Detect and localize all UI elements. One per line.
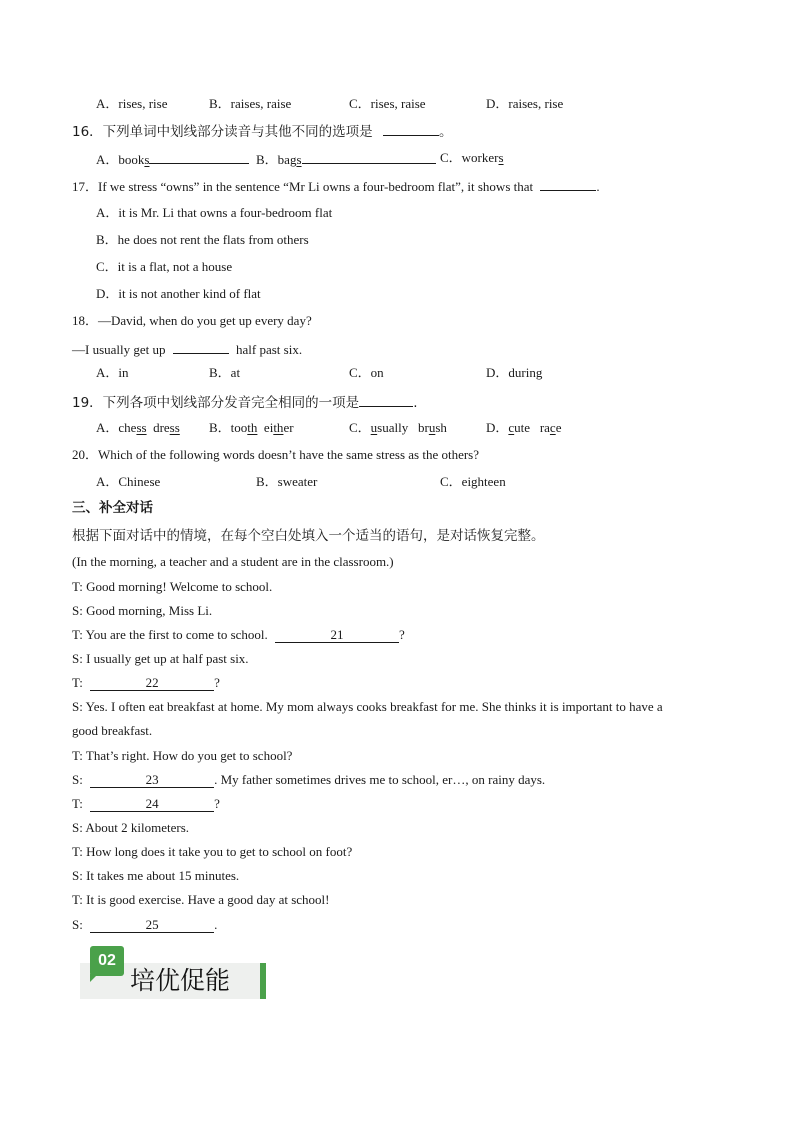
q19-option-a[interactable] [96,420,180,436]
q15-option-c[interactable]: C．rises, raise [349,96,426,111]
q19-d-word1-rest: ute [514,420,531,435]
blank-23[interactable]: 23 [90,773,214,788]
dialogue-punct: ? [399,627,405,642]
q19-answer-blank[interactable] [359,393,413,407]
q18-line2 [72,340,302,358]
q19-b-word2: ei [263,420,274,435]
q19-a-word1-underlined: ss [136,420,147,435]
banner-number-badge: 02 [90,946,124,976]
section-title: 三、补全对话 [72,500,153,516]
q16-c-text: C．worker [440,150,499,165]
section-instruction: 根据下面对话中的情境，在每个空白处填入一个适当的语句，是对话恢复完整。 [72,528,545,544]
q15-option-d[interactable]: D．raises, rise [486,96,564,111]
q19-d-word1-underlined: c [508,420,515,435]
q19-stem-text: 19．下列各项中划线部分发音完全相同的一项是 [72,395,360,411]
q19-a-word2-underlined: ss [169,420,180,435]
q18-stem: 18．—David, when do you get up every day? [72,313,312,328]
q18-line2-pre: —I usually get up [72,342,166,357]
q19-b-word2-rest: er [283,420,294,435]
q19-d-word2: ra [539,420,550,435]
q17-option-b[interactable]: B．he does not rent the flats from others [96,232,309,247]
q19-option-d[interactable] [486,420,561,436]
q20-option-a[interactable]: A．Chinese [96,474,161,489]
q20-option-b[interactable]: B．sweater [256,474,318,489]
q18-option-b[interactable]: B．at [209,365,241,380]
dialogue-speaker: S: [72,917,83,932]
q19-a-word1: A．che [96,420,137,435]
q19-b-word1-underlined: th [247,420,258,435]
q17-option-c[interactable]: C．it is a flat, not a house [96,259,233,274]
blank-22[interactable]: 22 [90,676,214,691]
dialogue-punct: ? [214,675,220,690]
q19-d-word2-underlined: c [549,420,556,435]
dialogue-line: S: Yes. I often eat breakfast at home. My mom always cooks breakfast for me. She thinks it is important to have a [72,699,663,714]
q18-line2-post: half past six. [236,342,303,357]
q18-option-a[interactable]: A．in [96,365,129,380]
q17-option-d[interactable]: D．it is not another kind of flat [96,286,261,301]
q15-option-b[interactable]: B．raises, raise [209,96,292,111]
q17-answer-blank[interactable] [540,177,596,191]
q19-c-word1-underlined: u [370,420,378,435]
dialogue-line [72,772,545,788]
dialogue-speaker: T: [72,675,83,690]
q16-a-underlined: s [144,152,150,167]
q19-c-word2-rest: sh [435,420,447,435]
q19-a-word2: dre [153,420,170,435]
q16-b-underlined: s [296,152,302,167]
dialogue-line [72,627,405,643]
q16-b-text: B．bag [256,152,297,167]
q18-answer-blank[interactable] [173,340,229,354]
q19-b-word1: B．too [209,420,248,435]
q19-c-label: C． [349,420,371,435]
q19-option-b[interactable] [209,420,294,436]
q17-stem [72,177,600,195]
q16-option-a[interactable] [96,150,249,168]
dialogue-context: (In the morning, a teacher and a student are in the classroom.) [72,554,394,569]
dialogue-line [72,796,220,812]
dialogue-text: . My father sometimes drives me to school, er…, on rainy days. [214,772,546,787]
dialogue-line [72,675,220,691]
dialogue-punct: ? [214,796,220,811]
banner-title: 培优促能 [130,966,231,995]
banner-accent-bar [260,963,266,999]
dialogue-line: S: I usually get up at half past six. [72,651,249,666]
dialogue-line [72,917,217,933]
dialogue-line: T: Good morning! Welcome to school. [72,579,273,594]
q17-option-a[interactable]: A．it is Mr. Li that owns a four-bedroom flat [96,205,333,220]
q17-stem-text: 17．If we stress “owns” in the sentence “Mr Li owns a four-bedroom flat”, it shows that [72,179,534,194]
q19-c-word2-underlined: u [428,420,436,435]
q18-option-c[interactable]: C．on [349,365,384,380]
q19-d-word2-rest: e [555,420,562,435]
dialogue-line: T: How long does it take you to get to school on foot? [72,844,353,859]
section-banner [80,946,266,999]
blank-25[interactable]: 25 [90,918,214,933]
q16-answer-blank[interactable] [383,122,439,136]
q19-stem-end: . [413,395,418,411]
q19-b-word2-underlined: th [273,420,284,435]
dialogue-text: T: You are the first to come to school. [72,627,268,642]
q19-c-word2: br [417,420,429,435]
q16-option-c[interactable] [440,150,504,166]
blank-24[interactable]: 24 [90,797,214,812]
q16-stem-text: 16．下列单词中划线部分读音与其他不同的选项是 [72,124,373,140]
dialogue-line: S: About 2 kilometers. [72,820,189,835]
blank-21[interactable]: 21 [275,628,399,643]
dialogue-line: S: It takes me about 15 minutes. [72,868,240,883]
dialogue-line: good breakfast. [72,723,153,738]
q18-option-d[interactable]: D．during [486,365,543,380]
q19-option-c[interactable] [349,420,447,436]
dialogue-speaker: S: [72,772,83,787]
q19-c-word1-rest: sually [377,420,409,435]
q16-stem [72,122,452,140]
q17-stem-end: . [596,179,600,194]
q16-stem-end: 。 [438,124,453,140]
q19-d-label: D． [486,420,509,435]
q16-option-b[interactable] [256,150,436,168]
dialogue-punct: . [214,917,218,932]
q16-a-text: A．book [96,152,145,167]
q15-option-a[interactable]: A．rises, rise [96,96,168,111]
q16-b-rule [302,150,436,164]
dialogue-line: S: Good morning, Miss Li. [72,603,213,618]
q16-c-underlined: s [498,150,504,165]
q16-a-rule [149,150,249,164]
dialogue-line: T: That’s right. How do you get to school? [72,748,293,763]
dialogue-line: T: It is good exercise. Have a good day at school! [72,892,330,907]
q19-stem [72,393,417,411]
q20-stem: 20．Which of the following words doesn’t have the same stress as the others? [72,447,479,462]
q20-option-c[interactable]: C．eighteen [440,474,506,489]
dialogue-speaker: T: [72,796,83,811]
